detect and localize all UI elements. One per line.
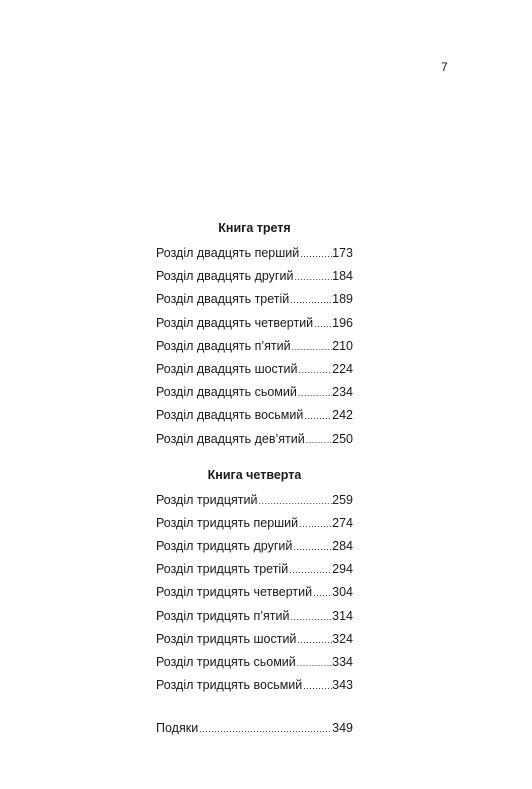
toc-entry [156,358,353,381]
dot-leader [292,536,332,559]
dot-leader [299,243,332,266]
toc-entry-page: 196 [332,315,353,330]
toc-entry [156,674,353,697]
toc-entry [156,581,353,604]
dot-leader [296,652,332,675]
toc-entry-page: 334 [332,655,353,669]
book-three-heading: Книга третя [218,221,291,235]
toc-entry-acknowledgements [156,717,353,740]
toc-entry [156,428,353,451]
toc-entry-title: Розділ двадцять п’ятий [156,338,291,353]
toc-entry-title: Розділ тридцять другий [156,539,293,554]
toc-entry-page: 173 [332,246,353,260]
toc-entry-title: Розділ двадцять сьомий [156,385,297,400]
toc-entry [156,512,353,535]
table-of-contents [156,219,353,741]
toc-entry-title: Розділ двадцять другий [156,269,294,284]
toc-entry-title: Розділ двадцять перший [156,246,300,260]
toc-entry-title: Розділ тридцять сьомий [156,655,296,669]
toc-entry-title: Розділ двадцять восьмий [156,408,304,423]
toc-entry-page: 349 [332,721,353,736]
toc-entry-title: Подяки [156,721,199,736]
toc-entry-title: Розділ тридцятий [156,492,258,507]
toc-entry-title: Розділ двадцять шостий [156,361,298,376]
dot-leader [303,405,332,428]
toc-entry-title: Розділ тридцять перший [156,515,299,530]
toc-entry-title: Розділ тридцять п’ятий [156,608,290,623]
toc-entry [156,288,353,311]
toc-entry [156,404,353,427]
toc-entry [156,489,353,512]
dot-leader [298,359,333,382]
toc-entry-title: Розділ тридцять шостий [156,631,297,646]
toc-entry-page: 259 [332,492,353,507]
dot-leader [291,336,333,359]
dot-leader [298,513,332,536]
toc-entry-page: 224 [332,361,353,376]
toc-entry-title: Розділ тридцять восьмий [156,678,303,693]
toc-entry-page: 314 [332,608,353,623]
dot-leader [305,429,332,452]
dot-leader [290,606,333,629]
dot-leader [297,382,332,405]
toc-entry-title: Розділ двадцять третій [156,292,290,307]
toc-entry [156,381,353,404]
dot-leader [313,313,332,336]
toc-entry [156,335,353,358]
toc-entry [156,628,353,651]
page-number: 7 [441,60,448,74]
toc-entry-page: 274 [332,515,353,530]
toc-entry-title: Розділ тридцять четвертий [156,585,313,600]
toc-entry-page: 324 [332,631,353,646]
toc-entry [156,651,353,674]
dot-leader [289,289,332,312]
toc-entry-title: Розділ тридцять третій [156,562,289,577]
toc-entry-title: Розділ двадцять четвертий [156,315,314,330]
toc-entry-page: 343 [332,678,353,693]
dot-leader [288,559,332,582]
toc-entry [156,242,353,265]
toc-entry-page: 234 [332,385,353,400]
toc-entry-page: 304 [332,585,353,600]
dot-leader [302,675,332,698]
dot-leader [257,490,332,513]
toc-entry [156,558,353,581]
toc-entry-page: 210 [332,338,353,353]
book-four-heading: Книга четверта [207,467,302,482]
toc-entry-page: 184 [332,269,353,284]
toc-entry-page: 294 [332,562,353,577]
dot-leader [198,718,332,741]
toc-entry [156,312,353,335]
toc-entry-title: Розділ двадцять дев’ятий [156,431,305,446]
toc-entry-page: 284 [332,539,353,554]
dot-leader [312,582,332,605]
dot-leader [296,629,332,652]
toc-entry [156,265,353,288]
toc-entry [156,605,353,628]
toc-entry-page: 250 [332,431,353,446]
toc-entry-page: 189 [332,292,353,307]
section-spacer [156,697,353,717]
toc-entry-page: 242 [332,408,353,423]
dot-leader [293,266,332,289]
toc-entry [156,535,353,558]
